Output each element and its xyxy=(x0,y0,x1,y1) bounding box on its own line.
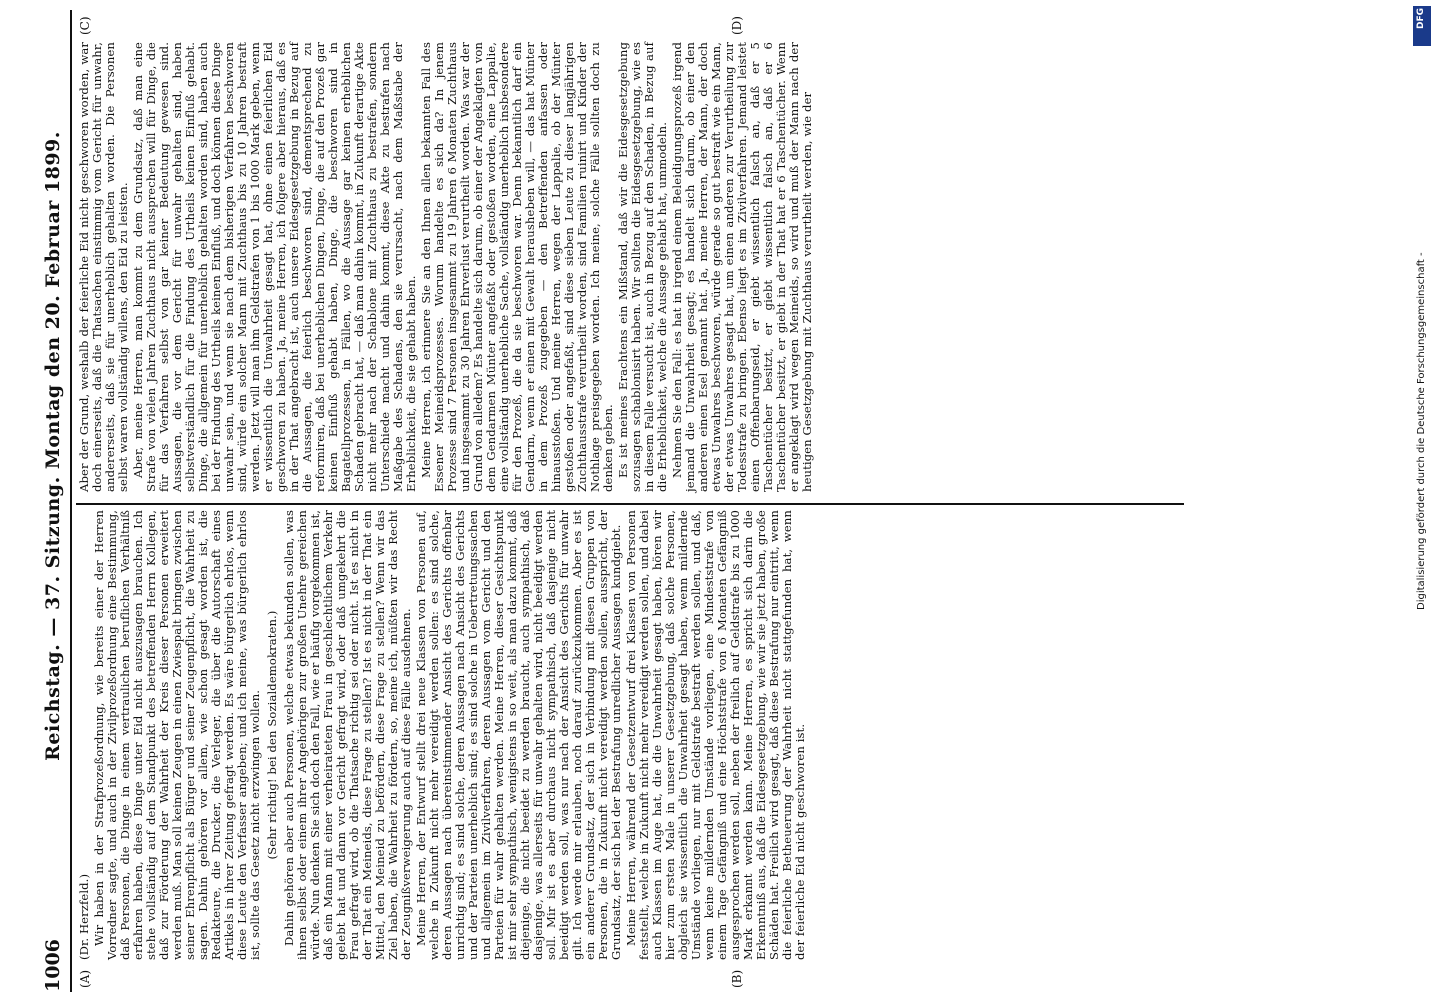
page-header xyxy=(34,0,74,992)
paragraph: Aber der Grund, weshalb der feierliche Eid nicht geschworen worden, war doch einerseits, daß die Thatsachen einstimmig vom Gericht für unwahr, andererseits, daß sie für unerheblich gehalten worden. Die Personen selbst waren vollständig willens, den Eid zu leisten. xyxy=(77,42,130,492)
header-rule xyxy=(70,10,72,992)
left-column xyxy=(78,510,809,960)
right-column xyxy=(78,42,816,492)
column-divider xyxy=(76,503,1184,505)
paragraph: Nehmen Sie den Fall: es hat in irgend einem Beleidigungsprozeß irgend jemand die Unwahrheit gesagt; es handelt sich darum, ob einer den anderen einen Esel genannt hat. Ja, meine Herren, der Mann, der doch etwas Unwahres beschworen, würde gerade so gut bestraft wie ein Mann, der etwas Unwahres gesagt hat, um einen anderen zur Verurtheilung zur Todesstrafe zu bringen. Ebenso liegt es im Zivilverfahren. Jemand leistet einen Offenbarungseid, er giebt wissentlich falsch an, daß er 5 Taschentücher besitzt, er giebt wissentlich falsch an, daß er 6 Taschentücher besitzt, er giebt in der That hat er 6 Taschentücher. Wenn er angeklagt wird wegen Meineids, so wird und muß der Mann nach der heutigen Gesetzgebung mit Zuchthaus verurtheilt werden, wie der xyxy=(670,42,814,492)
interjection: (Sehr richtig! bei den Sozialdemokraten.) xyxy=(265,610,279,860)
dfg-label: DFG xyxy=(1416,8,1426,30)
paragraph: Meine Herren, ich erinnere Sie an den Ihnen allen bekannten Fall des Essener Meineidsprozesses. Worum handelte es sich da? In jenem Prozesse sind 7 Personen insgesammt zu 19 Jahren 6 Monaten Zuchthaus und insgesammt zu 30 Jahren Ehrverlust verurtheilt worden. Was war der Grund von alledem? Es handelte sich darum, ob einer der Angeklagten von dem Gendarmen Münter angefaßt oder gestoßen worden, eine Lappalie, eine vollständig unerhebliche Sache, vollständig unerheblich insbesondere für den Prozeß, die da sie beschworen war. Denn bekanntlich darf ein Gendarm, wenn er einen mit Gewalt herausheben will, — das hat Münter in dem Prozeß zugegeben — den Betreffenden anfassen oder hinausstoßen. Und meine Herren, wegen der Lappalie, ob der Münter gestoßen oder angefaßt, sind diese sieben Leute zu dieser langjährigen Zuchthausstrafe verurtheilt worden, sind Familien ruinirt und Kinder der Nothlage preisgegeben worden. Ich meine, solche Fälle sollten doch zu denken geben. xyxy=(419,42,615,492)
paragraph: Es ist meines Erachtens ein Mißstand, daß wir die Eidesgesetzgebung sozusagen schablonisirt haben. Wir sollten die Eidesgesetzgebung, wie es in diesem Falle versucht ist, auch in Bezug auf den Schaden, in Bezug auf die Erheblichkeit, welche die Aussage gehabt hat, ummodeln. xyxy=(616,42,669,492)
paragraph: Meine Herren, der Entwurf stellt drei neue Klassen von Personen auf, welche in Zukunft nicht mehr vereidigt werden sollen: es sind solche, deren Aussagen nach übereinstimmender Ansicht des Gerichts offenbar unrichtig sind; es sind solche, deren Aussagen nach Ansicht des Gerichts und der Parteien unerheblich sind; es sind solche in Uebertretungssachen und allgemein im Zivilverfahren, deren Aussagen vom Gericht und den Parteien für wahr gehalten werden. Meine Herren, dieser Gesichtspunkt ist mir sehr sympathisch, wenigstens in so weit, als man dazu kommt, daß diejenige, die nicht beeidet zu werden braucht, auch sympathisch, daß dasjenige, was allerseits für unwahr gehalten wird, nicht beeidigt werden soll. Mir ist es aber durchaus nicht sympathisch, daß dasjenige nicht beeidigt werden soll, was nur nach der Ansicht des Gerichts für unwahr gilt. Ich werde mir erlauben, noch darauf zurückzukommen. Aber es ist ein anderer Grundsatz, der sich in Verbindung mit diesen Gruppen von Personen, die in Zukunft nicht vereidigt werden sollen, ausspricht, der Grundsatz, der sich bei der Bestrafung unredlicher Aussagen kundgiebt. xyxy=(414,510,623,960)
digitization-credit: Digitalisierung gefördert durch die Deutsche Forschungsgemeinschaft - xyxy=(1416,252,1427,610)
paragraph: Meine Herren, während der Gesetzentwurf drei Klassen von Personen feststellt, welche in Zukunft nicht mehr vereidigt werden sollen, und dabei auch Klassen im Auge hat, die die Unwahrheit gesagt haben, hören wir hier zum ersten Male in unserer Gesetzgebung, daß solche Personen, obgleich sie wissentlich die Unwahrheit gesagt haben, wenn mildernde Umstände vorliegen, nur mit Geldstrafe bestraft werden sollen, und daß, wenn keine mildernden Umstände vorliegen, eine Mindeststrafe von einem Tage Gefängniß und eine Höchststrafe von 6 Monaten Gefängniß ausgesprochen werden soll, neben der freilich auf Geldstrafe bis zu 1000 Mark erkannt werden kann. Meine Herren, es spricht sich darin die Erkenntniß aus, daß die Eidesgesetzgebung, wie wir sie jetzt haben, große Schäden hat. Freilich wird gesagt, daß diese Bestrafung nur eintritt, wenn die feierliche Betheuerung der Wahrheit nicht stattgefunden hat, wenn der feierliche Eid nicht geschworen ist. xyxy=(624,510,807,960)
margin-marker-d: (D) xyxy=(730,16,744,35)
paragraph: Wir haben in der Strafprozeßordnung, wie bereits einer der Herren Vorredner sagte, und auch in der Zivilprozeßordnung eine Bestimmung, daß Personen, die Dinge in einem vertraulichen beruflichen Verhältniß erfahren haben, diese Dinge unter Eid nicht auszusagen brauchen. Ich stehe vollständig auf dem Standpunkt des betreffenden Herrn Kollegen, daß zur Förderung der Wahrheit der Kreis dieser Personen erweitert werden muß. Man soll keinen Zeugen in einen Zwiespalt bringen zwischen seiner Ehrenpflicht als Bürger und seiner Zeugenpflicht, die Wahrheit zu sagen. Dahin gehören vor allem, wie schon gesagt worden ist, die Redakteure, die Drucker, die Verleger, die über die Autorschaft eines Artikels in ihrer Zeitung gefragt werden. Es wäre bürgerlich ehrlos, wenn diese Leute den Verfasser angeben; und ich meine, was bürgerlich ehrlos ist, sollte das Gesetz nicht erzwingen wollen. xyxy=(92,510,262,960)
margin-marker-a: (A) xyxy=(78,969,92,988)
margin-marker-b: (B) xyxy=(730,969,744,988)
speaker-label: (Dr. Herzfeld.) xyxy=(77,873,91,960)
paragraph: Aber, meine Herren, man kommt zu dem Grundsatz, daß man eine Strafe von vielen Jahren Zuchthaus nicht aussprechen will für Dinge, die für das Verfahren selbst von gar keiner Bedeutung gewesen sind. Aussagen, die vor dem Gericht für unwahr gehalten sind, haben selbstverständlich für die Findung des Urtheils keinen Einfluß gehabt. Dinge, die allgemein für unerheblich gehalten worden sind, haben auch bei der Findung des Urtheils keinen Einfluß, und doch können diese Dinge unwahr sein, und wenn sie nach dem bisherigen Verfahren beschworen sind, würde ein solcher Mann mit Zuchthaus bis zu 10 Jahren bestraft werden. Jetzt will man ihm Geldstrafen von 1 bis 1000 Mark geben, wenn er wissentlich die Unwahrheit gesagt hat, ohne einen feierlichen Eid geschworen zu haben. Ja, meine Herren, ich folgere aber hieraus, daß es in der That angebracht ist, auch unsere Eidesgesetzgebung in Bezug auf die Aussagen, die feierlich beschworen sind, dementsprechend zu reformiren, daß bei unerheblichen Dingen, Dinge, die auf den Prozeß gar keinen Einfluß gehabt haben, Dinge, die beschworen sind in Bagatellprozessen, in Fällen, wo die Aussage gar keinen erheblichen Schaden gebracht hat, — daß man dahin kommt, in Zukunft derartige Akte nicht mehr nach der Schablone mit Zuchthaus zu bestrafen, sondern Unterschiede macht und dahin kommt, diese Akte zu bestrafen nach Maßgabe des Schadens, den sie verursacht, nach dem Maßstabe der Erheblichkeit, die sie gehabt haben. xyxy=(131,42,418,492)
paragraph: Dahin gehören aber auch Personen, welche etwas bekunden sollen, was ihnen selbst oder einem ihrer Angehörigen zur großen Unehre gereichen würde. Nun denken Sie sich doch den Fall, wie er häufig vorgekommen ist, daß ein Mann mit einer verheirateten Frau in geschlechtlichem Verkehr gelebt hat und dann vor Gericht gefragt wird, oder daß umgekehrt die Frau gefragt wird, ob die Thatsache richtig sei oder nicht. Ist es nicht in der That ein Meineids, diese Frage zu stellen? Ist es nicht in der That ein Mittel, den Meineid zu befördern, diese Frage zu stellen? Wenn wir das Ziel haben, die Wahrheit zu fördern, so, meine ich, müßten wir das Recht der Zeugnißverweigerung auch auf diese Fälle ausdehnen. xyxy=(282,510,413,960)
margin-marker-c: (C) xyxy=(78,16,92,35)
dfg-logo xyxy=(1413,6,1431,46)
page-title: Reichstag. — 37. Sitzung. Montag den 20. Februar 1899. xyxy=(42,131,64,761)
page-number: 1006 xyxy=(42,939,64,992)
